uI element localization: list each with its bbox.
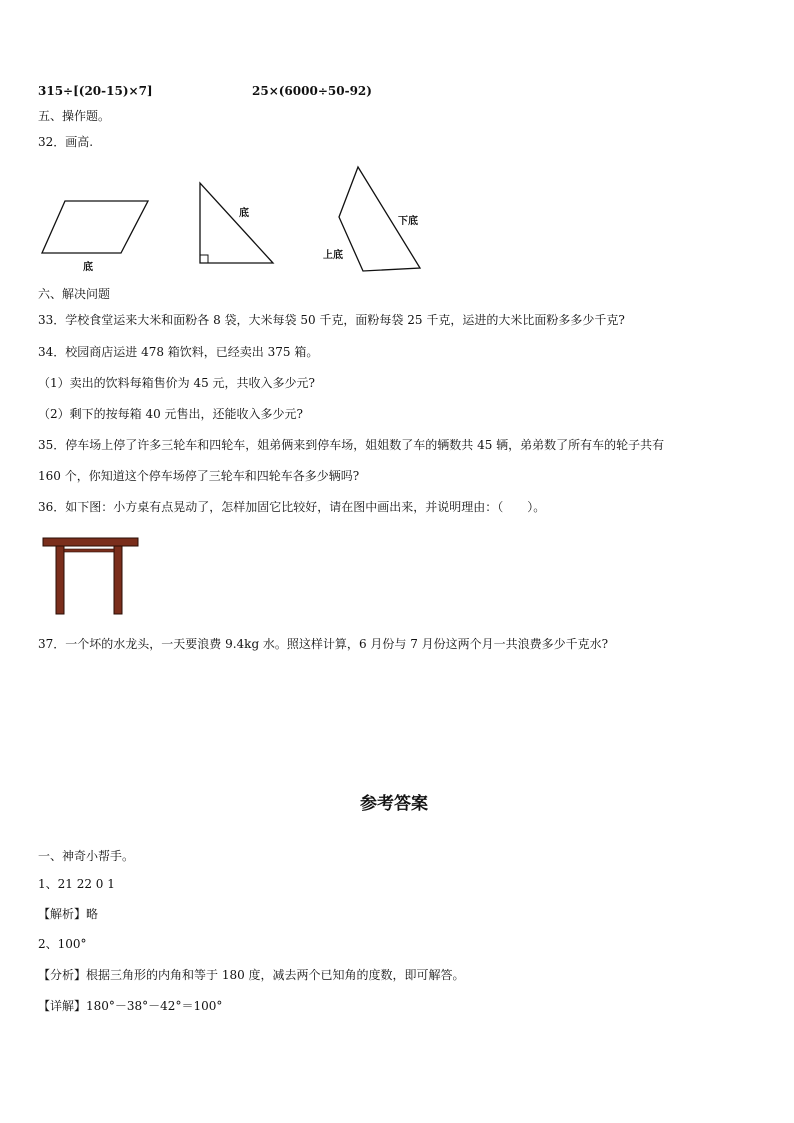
question-33: 33．学校食堂运来大米和面粉各 8 袋，大米每袋 50 千克，面粉每袋 25 千克，运进的大米比面粉多多少千克? (38, 313, 625, 327)
parallelogram-figure (38, 196, 158, 276)
question-35-line-1: 35．停车场上停了许多三轮车和四轮车，姐弟俩来到停车场，姐姐数了车的辆数共 45 辆，弟弟数了所有车的轮子共有 (38, 438, 665, 452)
square-table-figure (42, 537, 142, 617)
answer-1-analysis: 【解析】略 (38, 907, 99, 921)
trapezoid-bottom-label: 下底 (398, 216, 418, 227)
question-34: 34．校园商店运进 478 箱饮料，已经卖出 375 箱。 (38, 345, 319, 359)
question-37: 37．一个坏的水龙头，一天要浪费 9.4kg 水。照这样计算，6 月份与 7 月份这两个月一共浪费多少千克水? (38, 637, 609, 651)
question-32: 32．画高. (38, 135, 94, 149)
triangle-base-label: 底 (239, 208, 249, 219)
section-6-heading: 六、解决问题 (38, 287, 111, 301)
right-triangle-figure (195, 178, 285, 270)
answer-2: 2、100° (38, 937, 87, 951)
question-35-line-2: 160 个，你知道这个停车场停了三轮车和四轮车各多少辆吗? (38, 469, 360, 483)
question-36: 36．如下图：小方桌有点晃动了，怎样加固它比较好，请在图中画出来，并说明理由：（ ）。 (38, 500, 546, 514)
answer-2-analysis: 【分析】根据三角形的内角和等于 180 度，减去两个已知角的度数，即可解答。 (38, 968, 465, 982)
answer-2-detail: 【详解】180°－38°－42°＝100° (38, 999, 223, 1013)
question-34-part-1: （1）卖出的饮料每箱售价为 45 元，共收入多少元? (38, 376, 315, 390)
answer-1: 1、21 22 0 1 (38, 877, 115, 891)
question-34-part-2: （2）剩下的按每箱 40 元售出，还能收入多少元? (38, 407, 303, 421)
answers-section-1-heading: 一、神奇小帮手。 (38, 849, 135, 863)
expression-right: 25×(6000÷50-92) (252, 84, 372, 98)
section-5-heading: 五、操作题。 (38, 109, 111, 123)
expression-left: 315÷[(20-15)×7] (38, 84, 153, 98)
trapezoid-top-label: 上底 (323, 250, 343, 261)
answers-title: 参考答案 (360, 794, 428, 814)
parallelogram-base-label: 底 (83, 262, 93, 273)
trapezoid-figure (318, 162, 428, 274)
